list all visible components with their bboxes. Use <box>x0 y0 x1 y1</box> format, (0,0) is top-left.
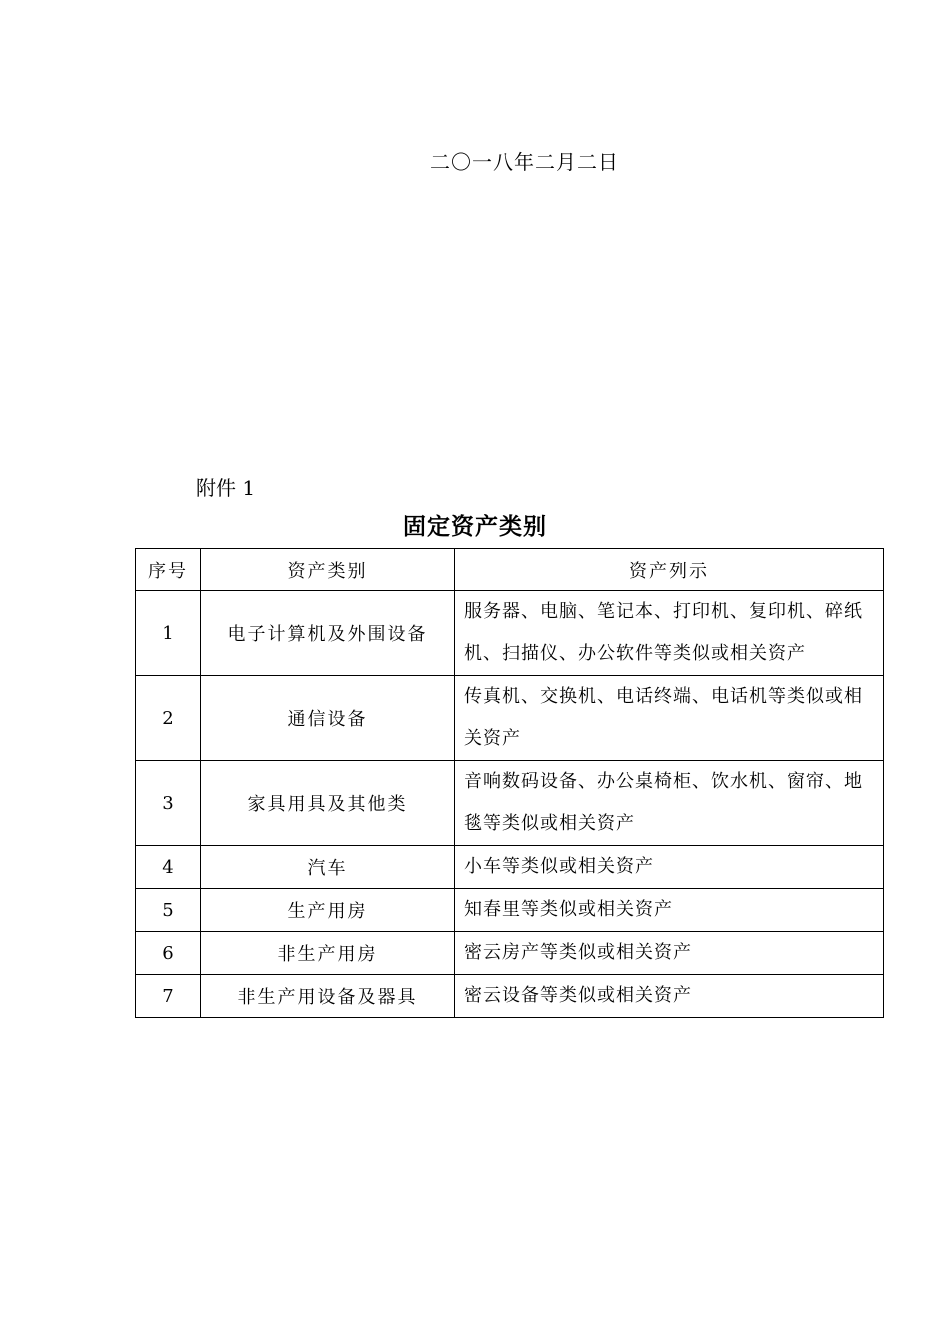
table-row <box>136 676 884 761</box>
table-row <box>136 761 884 846</box>
asset-listing: 服务器、电脑、笔记本、打印机、复印机、碎纸机、扫描仪、办公软件等类似或相关资产 <box>455 591 884 676</box>
table-row <box>136 975 884 1018</box>
asset-category: 家具用具及其他类 <box>201 761 455 846</box>
attachment-label: 附件 1 <box>196 476 256 500</box>
row-number: 5 <box>136 889 201 932</box>
column-header-no: 序号 <box>136 549 201 591</box>
row-number: 6 <box>136 932 201 975</box>
table-row <box>136 889 884 932</box>
table-header-row <box>136 549 884 591</box>
asset-listing: 音响数码设备、办公桌椅柜、饮水机、窗帘、地毯等类似或相关资产 <box>455 761 884 846</box>
row-number: 2 <box>136 676 201 761</box>
asset-category: 通信设备 <box>201 676 455 761</box>
table-row <box>136 591 884 676</box>
asset-category: 电子计算机及外围设备 <box>201 591 455 676</box>
row-number: 3 <box>136 761 201 846</box>
document-date: 二〇一八年二月二日 <box>430 150 619 174</box>
row-number: 7 <box>136 975 201 1018</box>
row-number: 1 <box>136 591 201 676</box>
asset-category: 非生产用房 <box>201 932 455 975</box>
asset-category: 生产用房 <box>201 889 455 932</box>
row-number: 4 <box>136 846 201 889</box>
asset-listing: 知春里等类似或相关资产 <box>455 889 884 932</box>
asset-category-table <box>135 548 884 1018</box>
asset-listing: 密云设备等类似或相关资产 <box>455 975 884 1018</box>
asset-listing: 小车等类似或相关资产 <box>455 846 884 889</box>
table-row <box>136 932 884 975</box>
page-title: 固定资产类别 <box>403 514 547 540</box>
asset-category: 汽车 <box>201 846 455 889</box>
asset-listing: 传真机、交换机、电话终端、电话机等类似或相关资产 <box>455 676 884 761</box>
asset-category: 非生产用设备及器具 <box>201 975 455 1018</box>
asset-listing: 密云房产等类似或相关资产 <box>455 932 884 975</box>
column-header-category: 资产类别 <box>201 549 455 591</box>
column-header-listing: 资产列示 <box>455 549 884 591</box>
table-row <box>136 846 884 889</box>
